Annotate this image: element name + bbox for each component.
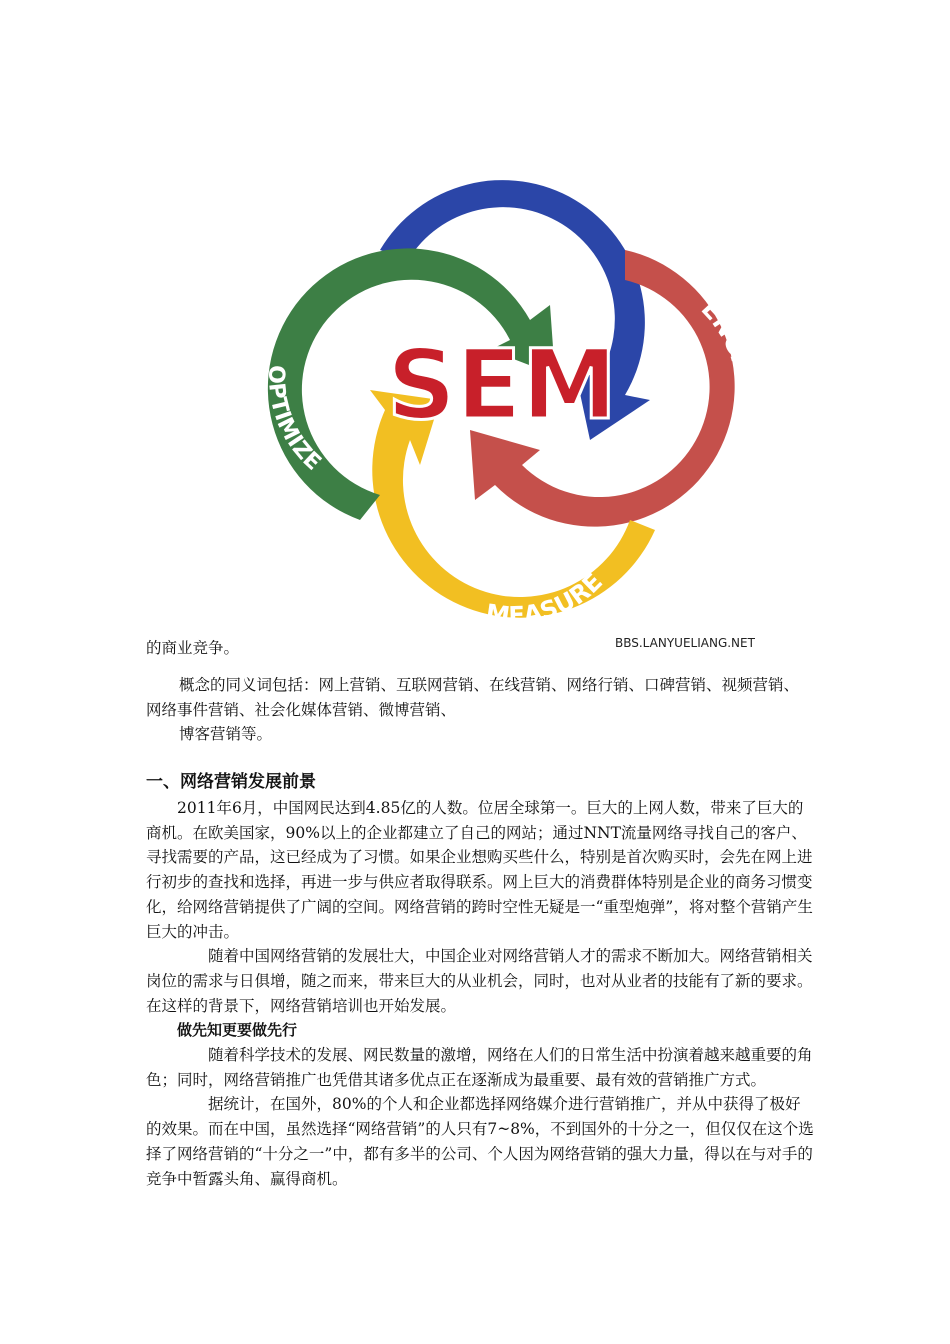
synonyms-line-1: 概念的同义词包括：网上营销、互联网营销、在线营销、网络行销、口碑营销、视频营销、网络事件营销、社会化媒体营销、微博营销、: [146, 676, 800, 719]
paragraph-2: 随着中国网络营销的发展壮大，中国企业对网络营销人才的需求不断加大。网络营销相关岗位的需求与日俱增，随之而来，带来巨大的从业机会，同时，也对从业者的技能有了新的要求。在这样的背景下，网络营销培训也开始发展。: [146, 947, 813, 1015]
engage-label: ENGAGE: [695, 294, 760, 412]
paragraph-4: 据统计，在国外，80%的个人和企业都选择网络媒介进行营销推广，并从中获得了极好的效果。而在中国，虽然选择“网络营销”的人只有7~8%，不到国外的十分之一，但仅仅在这个选择了网络营销的“十分之一”中，都有多半的公司、个人因为网络营销的强大力量，得以在与对手的竞争中暂露头角、赢得商机。: [146, 1095, 814, 1188]
synonyms-paragraph: [146, 673, 814, 747]
optimize-label: OPTIMIZE: [262, 364, 326, 476]
promote-label: PROMOTE: [391, 119, 549, 200]
paragraph-1: 2011年6月，中国网民达到4.85亿的人数。位居全球第一。巨大的上网人数，带来了巨大的商机。在欧美国家，90%以上的企业都建立了自己的网站；通过NNT流量网络寻找自己的客户、寻找需要的产品，这已经成为了习惯。如果企业想购买些什么，特别是首次购买时，会先在网上进行初步的查找和选择，再进一步与供应者取得联系。网上巨大的消费群体特别是企业的商务习惯变化，给网络营销提供了广阔的空间。网络营销的跨时空性无疑是一“重型炮弹”，将对整个营销产生巨大的冲击。: [146, 799, 813, 941]
sem-cycle-graphic: [230, 100, 790, 660]
paragraph-3: 随着科学技术的发展、网民数量的激增，网络在人们的日常生活中扮演着越来越重要的角色；同时，网络营销推广也凭借其诸多优点正在逐渐成为最重要、最有效的营销推广方式。: [146, 1046, 813, 1089]
sub-heading: 做先知更要做先行: [177, 1021, 298, 1040]
text-fragment: 的商业竞争。: [146, 639, 240, 657]
measure-label: MEASURE: [483, 567, 609, 630]
section-heading: 一、网络营销发展前景: [146, 772, 316, 792]
synonyms-line-2: 博客营销等。: [179, 725, 273, 744]
sem-cycle-figure: [230, 100, 790, 660]
section-body: [146, 796, 814, 1191]
sem-center-label: SEM: [386, 329, 618, 441]
watermark-text: BBS.LANYUELIANG.NET: [615, 636, 755, 650]
